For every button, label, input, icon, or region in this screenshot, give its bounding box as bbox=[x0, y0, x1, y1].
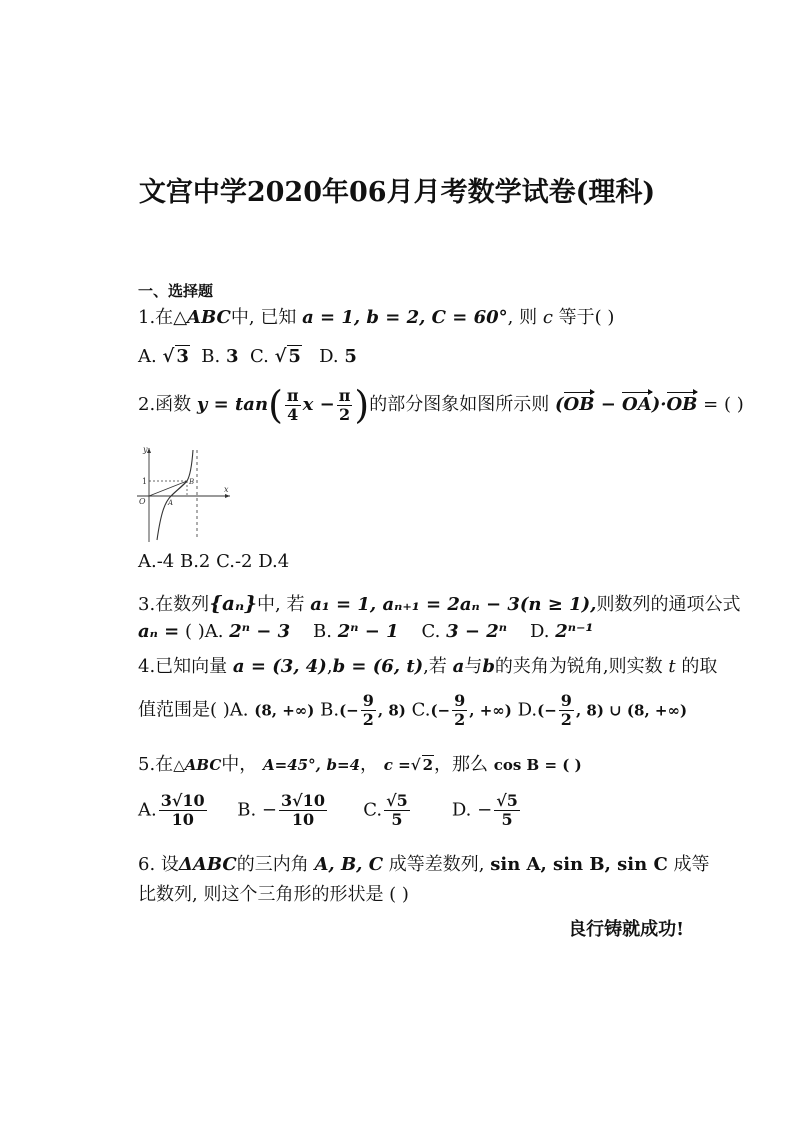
label-one: 1 bbox=[142, 477, 148, 486]
question-5-stem: 5.在△ABC中， A=45°, b=4， c =√ 2，那么 cos B = ( ) bbox=[138, 754, 582, 775]
question-3-stem: 3.在数列{aₙ}中, 若 a₁ = 1, aₙ₊₁ = 2aₙ − 3(n ≥ 1),则数列的通项公式 bbox=[138, 591, 741, 615]
label-y: y bbox=[143, 445, 148, 454]
y-axis-arrow bbox=[147, 448, 151, 453]
label-b: B bbox=[189, 478, 195, 486]
question-3-options: aₙ = ( )A. 2ⁿ − 3 B. 2ⁿ − 1 C. 3 − 2ⁿ D. 2ⁿ⁻¹ bbox=[138, 621, 594, 642]
question-2-options: A.-4 B.2 C.-2 D.4 bbox=[138, 551, 290, 572]
segment-ob bbox=[149, 481, 187, 496]
label-x: x bbox=[224, 485, 229, 494]
question-4-options: 值范围是( )A. (8, +∞) B.(− $\frac{9}{2}$ , 8) C.(− $\frac{9}{2}$ , +∞) D.(− $\frac{9}{2}$ , 8) ∪ (8, +∞) bbox=[138, 691, 688, 729]
question-6-line2: 比数列, 则这个三角形的形状是 ( ) bbox=[138, 884, 409, 905]
question-5-options: A. $\frac{3√10}{10}$ B. − $\frac{3√10}{10}$ C. $\frac{√5}{5}$ D. − $\frac{√5}{5}$ bbox=[138, 791, 518, 829]
question-1-options: A. √ 3 B. 3 C. √ 5 D. 5 bbox=[138, 346, 357, 367]
question-4-stem: 4.已知向量 a = (3, 4),b = (6, t),若 a与b的夹角为锐角,则实数 t 的取 bbox=[138, 656, 718, 677]
question-1-stem: 1.在△ABC中, 已知 a = 1, b = 2, C = 60°, 则 c 等于( ) bbox=[138, 307, 615, 328]
closing-motto: 良行铸就成功! bbox=[568, 919, 684, 940]
label-o: O bbox=[139, 497, 146, 506]
question-2-stem: 2.函数 y = tan( $\frac{\pi}{4}$ x − $\frac{\pi}{2}$ )的部分图象如图所示则 (OB − OA)·OB = ( ) bbox=[138, 383, 744, 427]
question-6-stem: 6. 设ΔABC的三内角 A, B, C 成等差数列, sin A, sin B, sin C 成等 bbox=[138, 854, 710, 875]
tangent-graph bbox=[135, 440, 235, 545]
x-axis-arrow bbox=[225, 494, 230, 498]
label-a: A bbox=[168, 499, 174, 507]
tangent-curve bbox=[157, 450, 193, 540]
page-title: 文宫中学2020年06月月考数学试卷(理科) bbox=[138, 177, 656, 208]
section-heading: 一、选择题 bbox=[138, 282, 214, 300]
